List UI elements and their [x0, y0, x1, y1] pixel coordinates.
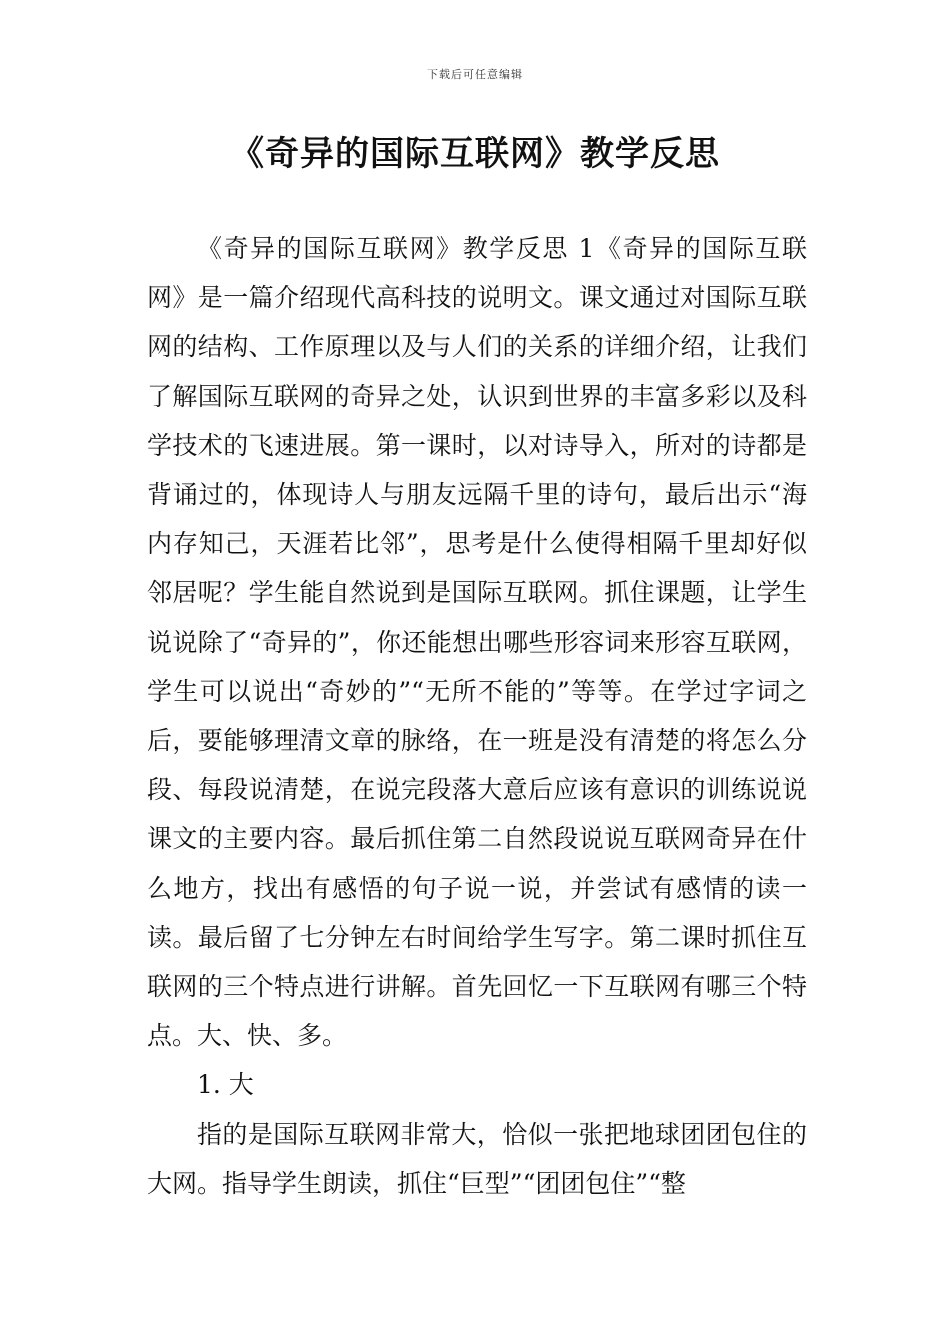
header-note: 下载后可任意编辑	[427, 68, 523, 81]
document-title: 《奇异的国际互联网》教学反思	[230, 134, 720, 174]
document-body	[147, 224, 807, 1208]
body-paragraph: 《奇异的国际互联网》教学反思 1《奇异的国际互联网》是一篇介绍现代高科技的说明文。课文通过对国际互联网的结构、工作原理以及与人们的关系的详细介绍，让我们了解国际互联网的奇异之处，认识到世界的丰富多彩以及科学技术的飞速进展。第一课时，以对诗导入，所对的诗都是背诵过的，体现诗人与朋友远隔千里的诗句，最后出示“海内存知己，天涯若比邻”，思考是什么使得相隔千里却好似邻居呢？学生能自然说到是国际互联网。抓住课题，让学生说说除了“奇异的”，你还能想出哪些形容词来形容互联网，学生可以说出“奇妙的”“无所不能的”等等。在学过字词之后，要能够理清文章的脉络，在一班是没有清楚的将怎么分段、每段说清楚，在说完段落大意后应该有意识的训练说说课文的主要内容。最后抓住第二自然段说说互联网奇异在什么地方，找出有感悟的句子说一说，并尝试有感情的读一读。最后留了七分钟左右时间给学生写字。第二课时抓住互联网的三个特点进行讲解。首先回忆一下互联网有哪三个特点。大、快、多。	[147, 234, 807, 1051]
list-heading: 1. 大	[197, 1070, 254, 1100]
body-paragraph: 指的是国际互联网非常大，恰似一张把地球团团包住的大网。指导学生朗读，抓住“巨型”“团团包住”“整	[147, 1119, 807, 1198]
